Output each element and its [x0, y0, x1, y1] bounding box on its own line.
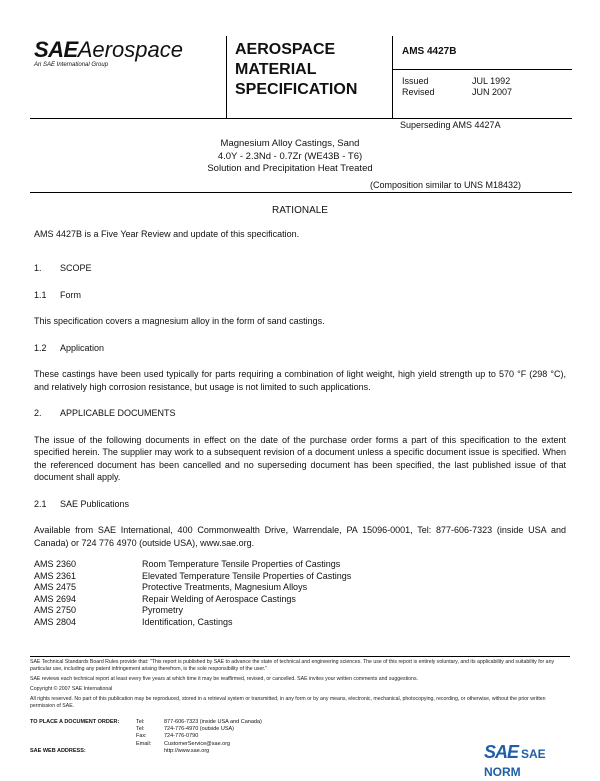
section-2-heading [34, 407, 566, 420]
section-1-2-text: These castings have been used typically for parts requiring a combination of light weight, high yield strength up to 570 °F (298 °C), and relatively high corrosion resistance, but usage is not limited to such applications. [34, 369, 566, 392]
logo-aerospace-text: Aerospace [77, 37, 183, 62]
section-divider [30, 192, 572, 193]
section-2-text: The issue of the following documents in effect on the date of the purchase order forms a part of this specification to the extent specified herein. The supplier may work to a subsequent revision of a document unless a specific document issue is specified. When the referenced document has been cancelled and no superseding document has been specified, the last published issue of that document shall apply. [34, 434, 566, 482]
material-title [150, 138, 430, 176]
reference-item [34, 559, 566, 571]
revised-label: Revised [402, 87, 435, 97]
title-line-1: AEROSPACE [235, 41, 336, 58]
tel-label: Tel: [136, 726, 145, 733]
footer-rights-text: All rights reserved. No part of this publication may be reproduced, stored in a retrieval system or transmitted, in any form or by any means, electronic, mechanical, photocopying, recording, or otherwise, without the prior written permission of SAE. [30, 696, 546, 709]
material-title-line-2: 4.0Y - 2.3Nd - 0.7Zr (WE43B - T6) [217, 150, 363, 162]
rationale-heading: RATIONALE [272, 205, 328, 216]
reference-title: Room Temperature Tensile Properties of Castings [142, 559, 341, 569]
title-line-3: SPECIFICATION [235, 81, 358, 98]
reference-code: AMS 2694 [34, 593, 77, 604]
section-title: Form [60, 289, 81, 300]
web-label: SAE WEB ADDRESS: [30, 747, 86, 754]
title-line-2: MATERIAL [235, 61, 317, 78]
order-label: TO PLACE A DOCUMENT ORDER: [30, 719, 120, 725]
section-title: Application [60, 342, 105, 353]
reference-code: AMS 2475 [34, 582, 77, 592]
section-1-1-text: This specification covers a magnesium alloy in the form of sand castings. [34, 316, 325, 326]
order-contact-block [30, 719, 262, 755]
section-number: 2. [34, 408, 42, 418]
section-1-2-heading [34, 342, 566, 355]
material-title-line-1: Magnesium Alloy Castings, Sand [220, 138, 360, 149]
email-value: CustomerService@sae.org [164, 740, 231, 747]
reference-title: Pyrometry [142, 605, 184, 615]
document-number: AMS 4427B [402, 46, 457, 57]
document-body [34, 205, 566, 628]
reference-title: Identification, Castings [142, 616, 233, 627]
section-number: 2.1 [34, 498, 47, 509]
email-label: Email: [136, 740, 152, 747]
reference-code: AMS 2361 [34, 570, 77, 581]
sae-norm-word: SAE NORM [484, 747, 546, 779]
section-title: SCOPE [60, 263, 92, 273]
section-1-1-heading [34, 289, 566, 302]
tel-value: 724-776-4970 (outside USA) [164, 726, 235, 733]
material-title-line-3: Solution and Precipitation Heat Treated [207, 163, 373, 174]
reference-item [34, 582, 566, 594]
web-value: http://www.sae.org [164, 747, 210, 754]
header-block [30, 36, 572, 119]
revised-date: JUN 2007 [472, 87, 513, 97]
reference-code: AMS 2804 [34, 616, 77, 627]
section-number: 1.1 [34, 289, 47, 300]
sae-aerospace-logo [34, 38, 224, 78]
issue-dates [402, 76, 567, 98]
section-number: 1. [34, 263, 42, 273]
reference-title: Elevated Temperature Tensile Properties of Castings [142, 570, 352, 581]
sae-norm-mark: SAE [484, 742, 519, 762]
superseding-note: Superseding AMS 4427A [400, 120, 501, 130]
footer-rules-text: SAE Technical Standards Board Rules provide that: "This report is published by SAE to advance the state of technical and engineering sciences. The use of this report is entirely voluntary, and its applicability and suitability for any particular use, including any patent infringement arising therefrom, is the sole responsibility of the user." [30, 659, 555, 672]
sae-norm-stamp [484, 742, 584, 779]
issued-label: Issued [402, 76, 429, 86]
section-2-1-text: Available from SAE International, 400 Commonwealth Drive, Warrendale, PA 15096-0001, Tel: 877-606-7323 (inside USA and Canada) or 724 776 4970 (outside USA), www.sae.org. [34, 525, 566, 548]
header-divider [392, 69, 572, 70]
reference-item [34, 605, 566, 617]
reference-list [34, 559, 566, 628]
section-title: APPLICABLE DOCUMENTS [60, 408, 176, 418]
logo-sae-text: SAE [34, 37, 78, 62]
reference-code: AMS 2360 [34, 559, 77, 569]
tel-value: 877-606-7323 (inside USA and Canada) [164, 719, 262, 725]
logo-subtitle: An SAE International Group [34, 62, 109, 68]
reference-item [34, 594, 566, 606]
section-1-heading [34, 262, 566, 275]
document-type-title [235, 40, 385, 100]
header-divider [392, 36, 393, 118]
reference-item [34, 571, 566, 583]
header-divider [226, 36, 227, 118]
tel-label: Tel: [136, 719, 145, 725]
section-number: 1.2 [34, 342, 47, 353]
composition-note: (Composition similar to UNS M18432) [370, 180, 522, 190]
footer-copyright: Copyright © 2007 SAE International [30, 686, 113, 692]
footer-review-text: SAE reviews each technical report at least every five years at which time it may be reaffirmed, revised, or cancelled. SAE invites your written comments and suggestions. [30, 676, 418, 682]
section-2-1-heading [34, 498, 566, 511]
rationale-text: AMS 4427B is a Five Year Review and update of this specification. [34, 228, 300, 239]
reference-title: Repair Welding of Aerospace Castings [142, 593, 296, 604]
reference-item [34, 617, 566, 629]
reference-title: Protective Treatments, Magnesium Alloys [142, 582, 308, 592]
fax-value: 724-776-0790 [164, 733, 199, 740]
footer-notice [30, 656, 570, 713]
section-title: SAE Publications [60, 498, 130, 509]
reference-code: AMS 2750 [34, 605, 77, 615]
issued-date: JUL 1992 [472, 76, 511, 86]
fax-label: Fax: [136, 733, 147, 740]
